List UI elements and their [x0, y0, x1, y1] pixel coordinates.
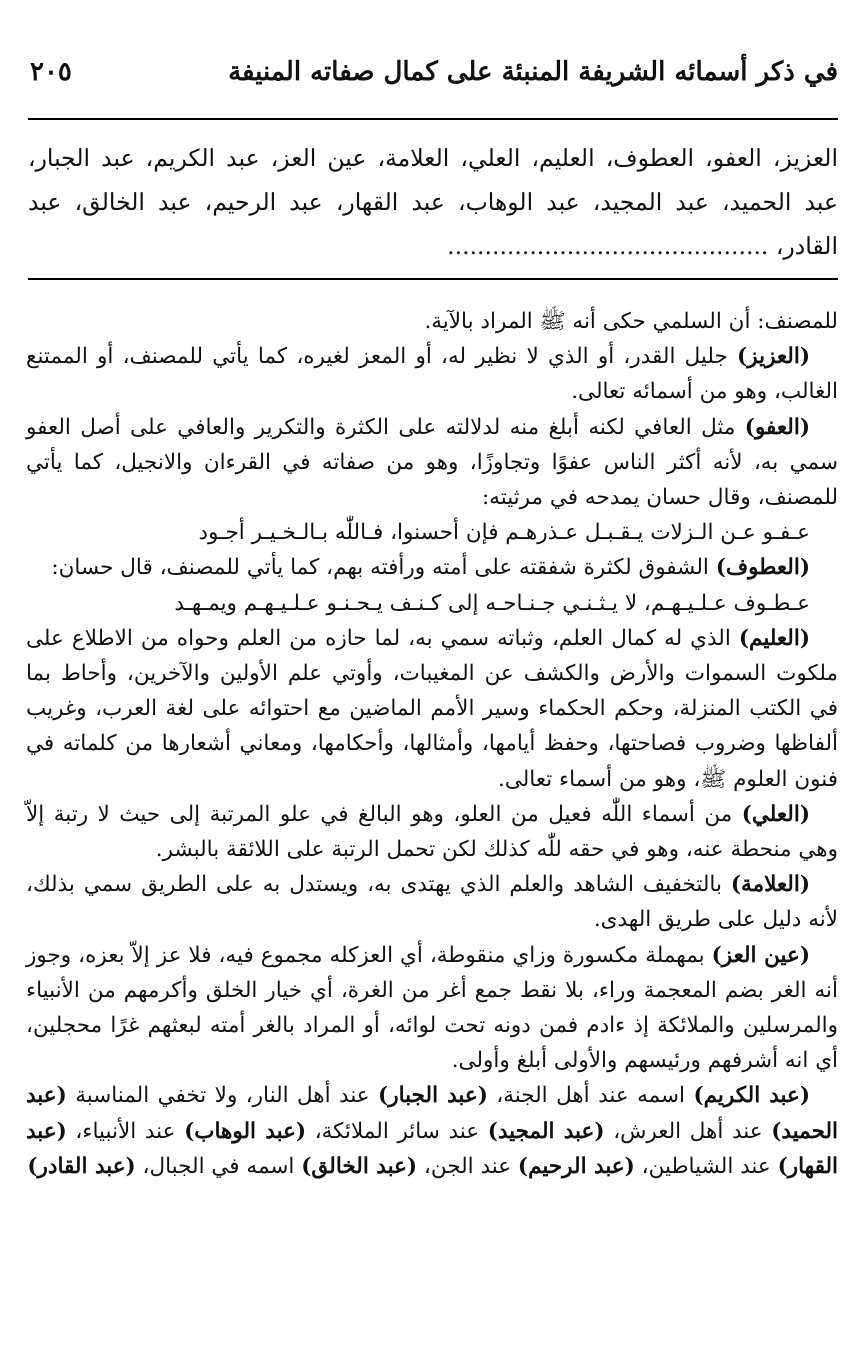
- term: (عبد الرحيم): [517, 1153, 635, 1179]
- paragraph: [26, 621, 838, 797]
- paragraph-text: عند أهل النار، ولا تخفي المناسبة: [66, 1083, 379, 1109]
- term: (العفو): [744, 414, 810, 440]
- paragraph-text: اسمه عند أهل الجنة،: [487, 1083, 694, 1109]
- names-list: العزيز، العفو، العطوف، العليم، العلي، العلامة، عين العز، عبد الكريم، عبد الجبار، عبد الحميد، عبد المجيد، عبد الوهاب، عبد القهار، عبد الرحيم، عبد الخالق، عبد القادر، ...........................................: [28, 144, 838, 260]
- paragraph-text: مثل العافي لكنه أبلغ منه لدلالته على الكثرة والتكرير والعافي على أصل العفو سمي به، لأنه أكثر الناس عفوًا وتجاوزًا، وهو من صفاته في القرءان والانجيل، كما يأتي للمصنف، وقال حسان يمدحه في مرثيته:: [26, 414, 838, 511]
- paragraph: [26, 410, 838, 516]
- page-number: ٢٠٥: [30, 57, 72, 87]
- header-rule: [28, 118, 838, 120]
- term: (العطوف): [715, 555, 810, 581]
- paragraph: [26, 797, 838, 867]
- term: (عين العز): [711, 942, 810, 968]
- term: (عبد الحميد): [26, 1083, 838, 1144]
- term: (عبد الكريم): [693, 1083, 810, 1109]
- paragraph-text: عند الأنبياء،: [66, 1118, 185, 1144]
- paragraph: [26, 1078, 838, 1184]
- paragraph-text: من أسماء اللّٰه فعيل من العلو، وهو البالغ في علو المرتبة إلى حيث لا رتبة إلاّ وهي منحطة عنه، وهو في حقه للّٰه كذلك لكن تحمل الرتبة على اللائقة بالبشر.: [26, 801, 838, 863]
- paragraph-text: عند سائر الملائكة،: [306, 1118, 488, 1144]
- term: (العزيز): [737, 344, 810, 370]
- term: (عبد المجيد): [487, 1118, 605, 1144]
- term: (عبد الخالق): [301, 1153, 418, 1179]
- paragraph-text: بمهملة مكسورة وزاي منقوطة، أي العزكله مجموع فيه، فلا عز إلاّ بعزه، وجوز أنه الغر بضم المعجمة وراء، بلا نقط جمع أغر من الغرة، أي خيار الخلق وأكرمهم من الأنبياء والمرسلين والملائكة إذ ءادم فمن دونه تحت لوائه، أو المراد بالغر أمته لبعثهم غرًا محجلين، أي انه أشرفهم ورئيسهم والأولى أبلغ وأولى.: [26, 942, 838, 1074]
- paragraph: [26, 867, 838, 937]
- term: (عبد الوهاب): [184, 1118, 307, 1144]
- paragraph: [26, 339, 838, 409]
- paragraph-text: بالتخفيف الشاهد والعلم الذي يهتدى به، ويستدل به على الطريق سمي بذلك، لأنه دليل على طريق الهدى.: [26, 872, 838, 933]
- term: (عبد القادر): [27, 1153, 136, 1179]
- paragraph-text: جليل القدر، أو الذي لا نظير له، أو المعز لغيره، كما يأتي للمصنف، أو الممتنع الغالب، وهو من أسمائه تعالى.: [26, 344, 838, 405]
- commentary: [26, 304, 838, 1184]
- term: (العلامة): [730, 872, 810, 898]
- paragraph-text: عند الشياطين،: [634, 1153, 778, 1179]
- paragraph: للمصنف: أن السلمي حكى أنه ﷺ المراد بالآية.: [424, 309, 838, 334]
- running-title: في ذكر أسمائه الشريفة المنبئة على كمال صفاته المنيفة: [228, 57, 838, 87]
- page-header: [30, 52, 838, 92]
- paragraph-text: الذي له كمال العلم، وثباته سمي به، لما حازه من العلم وحواه من الاطلاع على ملكوت السموات والأرض والكشف عن المغيبات، وأوتي علم الأولين والآخرين، وأحاط بما في الكتب المنزلة، وحكم الحكماء وسير الأمم الماضين مع احتوائه على لغة العرب، وغريب ألفاظها وضروب فصاحتها، وحفظ أيامها، وأمثالها، وأحكامها، ومعاني أشعارها من كلماته في فنون العلوم ﷺ، وهو من أسماء تعالى.: [26, 625, 838, 792]
- commentary-rule: [28, 278, 838, 280]
- poetry-verse: عـطـوف عـلـيـهـم، لا يـثـنـي جـنـاحـه إلى كـنـف يـحـنـو عـلـيـهـم ويمـهـد: [174, 590, 810, 616]
- paragraph-text: اسمه في الجبال،: [135, 1153, 302, 1179]
- paragraph-text: الشفوق لكثرة شفقته على أمته ورأفته بهم، كما يأتي للمصنف، قال حسان:: [51, 555, 716, 581]
- paragraph: [26, 550, 838, 585]
- term: (العلي): [741, 801, 810, 827]
- term: (عبد الجبار): [378, 1083, 488, 1109]
- poetry-verse: عـفـو عـن الـزلات يـقـبـل عـذرهـم فإن أحسنوا، فـاللّٰه بـالـخـيـر أجـود: [198, 520, 810, 546]
- paragraph-text: عند الجن،: [417, 1153, 518, 1179]
- paragraph-text: عند أهل العرش،: [604, 1118, 772, 1144]
- paragraph: [26, 938, 838, 1079]
- term: (عبد القهار): [26, 1118, 838, 1179]
- term: (العليم): [738, 625, 810, 651]
